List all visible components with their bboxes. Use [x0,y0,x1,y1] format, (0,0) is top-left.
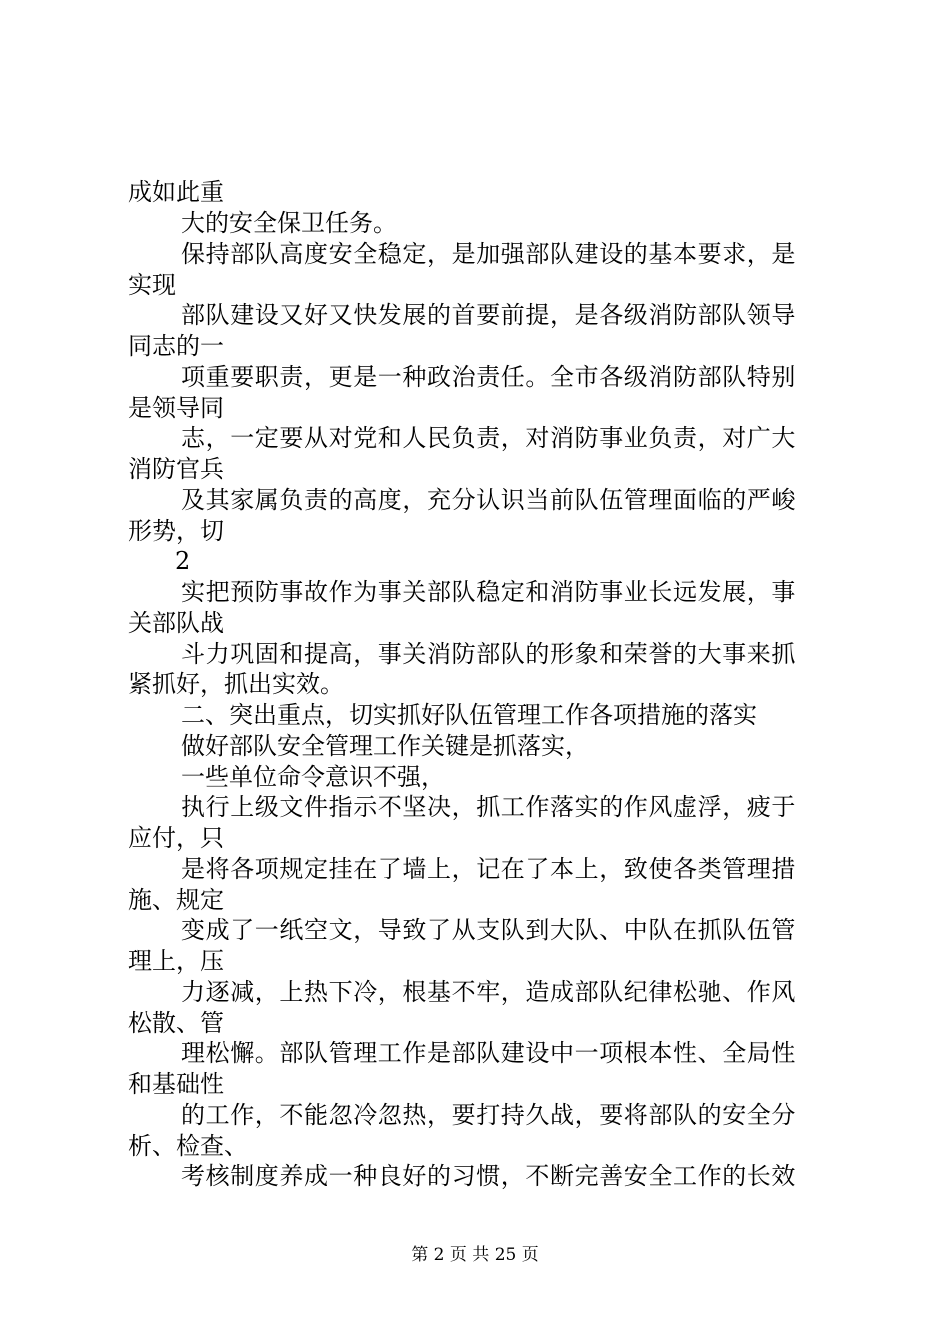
text-line: 力逐减，上热下冷，根基不牢，造成部队纪律松驰、作风 [181,978,796,1006]
text-line: 是将各项规定挂在了墙上，记在了本上，致使各类管理措 [181,855,796,883]
page-footer: 第 2 页 共 25 页 [411,1245,539,1265]
text-line: 实把预防事故作为事关部队稳定和消防事业长远发展，事 [181,578,796,606]
text-line: 执行上级文件指示不坚决，抓工作落实的作风虚浮，疲于 [181,793,796,821]
text-line: 同志的一 [128,332,224,360]
text-line: 应付，只 [128,824,224,852]
text-line: 做好部队安全管理工作关键是抓落实， [181,732,589,760]
text-line: 变成了一纸空文，导致了从支队到大队、中队在抓队伍管 [181,916,796,944]
section-heading: 二、突出重点，切实抓好队伍管理工作各项措施的落实 [181,701,757,729]
text-line: 析、检查、 [128,1132,248,1160]
text-line: 项重要职责，更是一种政治责任。全市各级消防部队特别 [181,363,796,391]
text-line: 形势，切 [128,517,224,545]
text-line: 部队建设又好又快发展的首要前提，是各级消防部队领导 [181,301,796,329]
text-line: 和基础性 [128,1070,224,1098]
text-line: 志，一定要从对党和人民负责，对消防事业负责，对广大 [181,424,796,452]
text-line: 大的安全保卫任务。 [181,209,397,237]
text-line: 理上，压 [128,947,224,975]
text-line: 紧抓好，抓出实效。 [128,670,344,698]
text-line: 斗力巩固和提高，事关消防部队的形象和荣誉的大事来抓 [181,640,796,668]
text-line: 实现 [128,271,176,299]
text-line: 施、规定 [128,886,224,914]
text-line: 松散、管 [128,1009,224,1037]
text-line: 关部队战 [128,609,224,637]
text-line: 是领导同 [128,394,224,422]
text-line: 保持部队高度安全稳定，是加强部队建设的基本要求，是 [181,240,796,268]
text-line: 及其家属负责的高度，充分认识当前队伍管理面临的严峻 [181,486,796,514]
text-line: 考核制度养成一种良好的习惯，不断完善安全工作的长效 [181,1162,796,1190]
page-marker: 2 [175,547,191,575]
text-line: 消防官兵 [128,455,224,483]
text-line: 的工作，不能忽冷忽热，要打持久战，要将部队的安全分 [181,1101,796,1129]
text-line: 成如此重 [128,178,224,206]
text-line: 一些单位命令意识不强， [181,763,445,791]
text-line: 理松懈。部队管理工作是部队建设中一项根本性、全局性 [181,1039,796,1067]
